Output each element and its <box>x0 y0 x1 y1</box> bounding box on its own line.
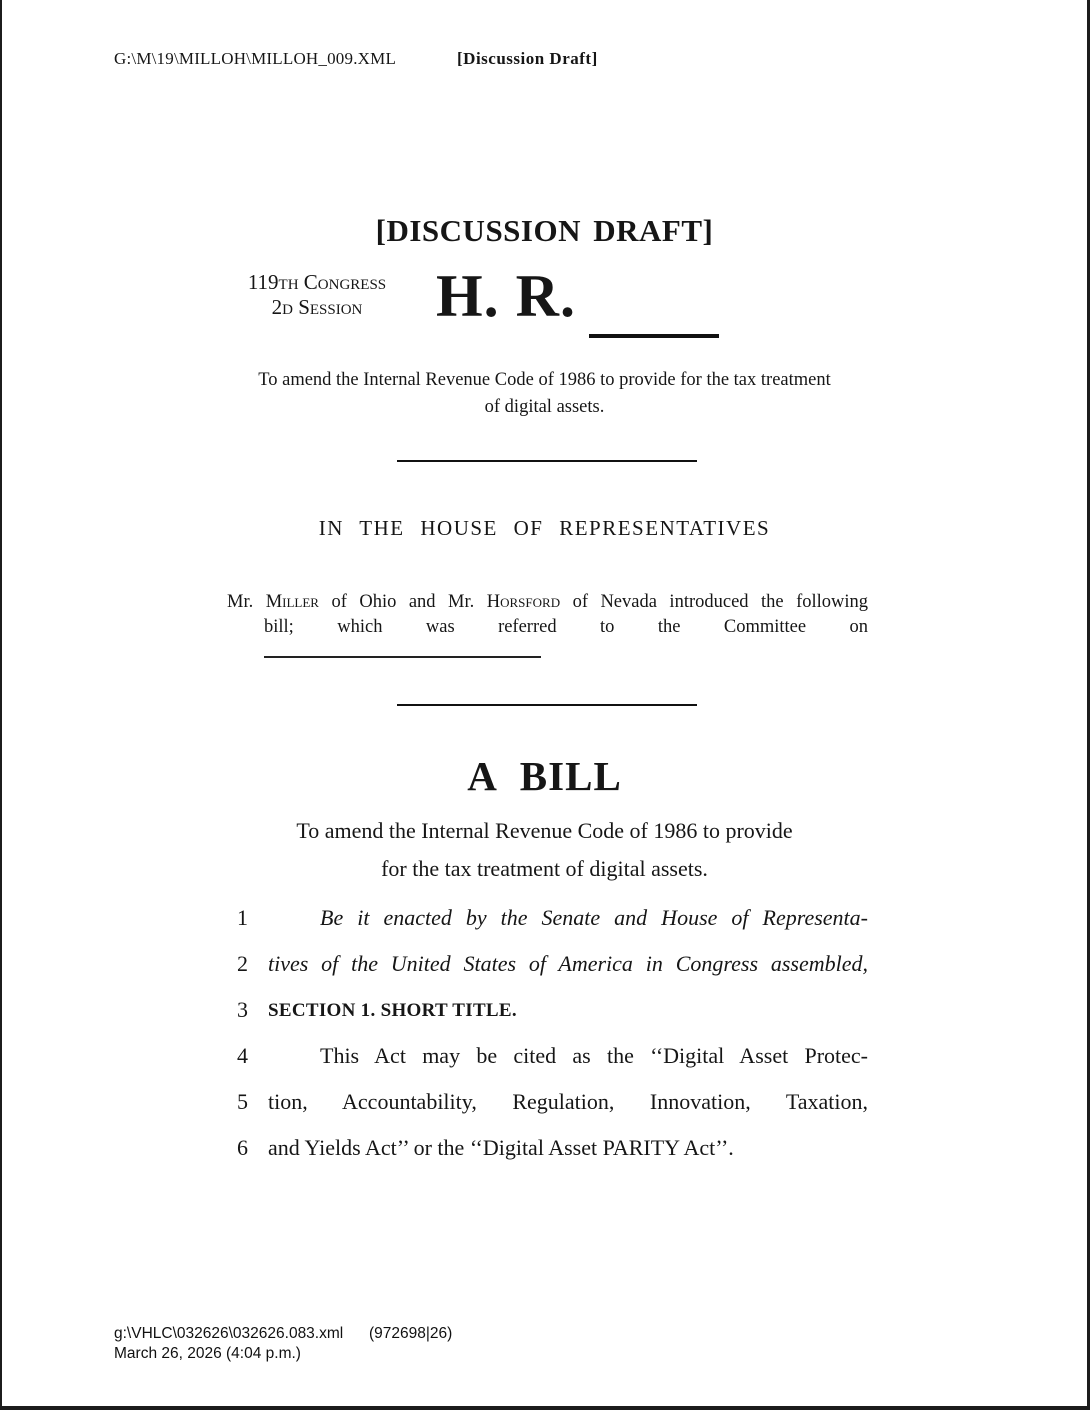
sponsor-statement-line-1 <box>227 592 868 613</box>
bill-body-text <box>237 905 868 1181</box>
chamber-heading: IN THE HOUSE OF REPRESENTATIVES <box>318 516 771 540</box>
line-number: 2 <box>237 951 248 976</box>
bill-subtitle-line-1: To amend the Internal Revenue Code of 1986 to provide <box>296 818 793 843</box>
sponsor-honorific-2: Mr. <box>448 592 475 612</box>
congress-session-block <box>227 270 407 320</box>
bill-number-blank-line <box>589 334 719 338</box>
bill-text-row <box>237 1043 868 1089</box>
header-discussion-draft-tag: [Discussion Draft] <box>457 49 598 68</box>
sponsor-name-1: Miller <box>265 592 319 612</box>
sponsor-rest-text: of Nevada introduced the following <box>572 592 869 612</box>
footer-line-1 <box>114 1324 452 1344</box>
bill-number-prefix: H. R. <box>436 263 576 329</box>
a-bill-title: A BILL <box>467 753 622 799</box>
sponsor-name-2: Horsford <box>486 592 561 612</box>
sponsor-mid-text: of Ohio and <box>331 592 436 612</box>
separator-rule-top <box>397 460 697 462</box>
document-footer <box>114 1324 452 1364</box>
line-number: 6 <box>237 1135 248 1160</box>
footer-datetime: March 26, 2026 (4:04 p.m.) <box>114 1345 301 1362</box>
bill-subtitle-line-2: for the tax treatment of digital assets. <box>381 856 708 881</box>
bill-text-line: Be it enacted by the Senate and House of Representa- <box>320 905 868 930</box>
header-xml-file-path: G:\M\19\MILLOH\MILLOH_009.XML <box>114 49 397 68</box>
sponsor-statement-line-2: bill; which was referred to the Committee on <box>264 617 868 637</box>
bill-text-row <box>237 951 868 997</box>
official-title-line-2: of digital assets. <box>484 397 605 417</box>
official-title-paragraph <box>2 367 1087 421</box>
committee-blank-line <box>264 656 541 658</box>
separator-rule-bottom <box>397 704 697 706</box>
line-number: 3 <box>237 997 248 1022</box>
footer-file-path: g:\VHLC\032626\032626.083.xml <box>114 1325 344 1342</box>
congress-label: 119th Congress <box>247 270 387 294</box>
section-heading-line: SECTION 1. SHORT TITLE. <box>268 1000 517 1021</box>
bill-text-row <box>237 1089 868 1135</box>
bill-text-row <box>237 905 868 951</box>
session-label: 2d Session <box>271 295 363 319</box>
line-number: 5 <box>237 1089 248 1114</box>
discussion-draft-banner: [DISCUSSION DRAFT] <box>375 213 714 248</box>
official-title-line-1: To amend the Internal Revenue Code of 1986 to provide for the tax treatment <box>258 370 831 390</box>
bill-text-line: This Act may be cited as the ‘‘Digital Asset Protec- <box>320 1043 868 1068</box>
bill-text-line: tives of the United States of America in Congress assembled, <box>268 951 868 976</box>
bill-text-line: tion, Accountability, Regulation, Innovation, Taxation, <box>268 1089 868 1114</box>
bill-text-line: and Yields Act’’ or the ‘‘Digital Asset PARITY Act’’. <box>268 1135 734 1160</box>
bill-text-row <box>237 1135 868 1181</box>
bill-text-row <box>237 997 868 1043</box>
line-number: 4 <box>237 1043 248 1068</box>
line-number: 1 <box>237 905 248 930</box>
sponsor-honorific-1: Mr. <box>227 592 254 612</box>
footer-stamp: (972698|26) <box>369 1325 453 1342</box>
